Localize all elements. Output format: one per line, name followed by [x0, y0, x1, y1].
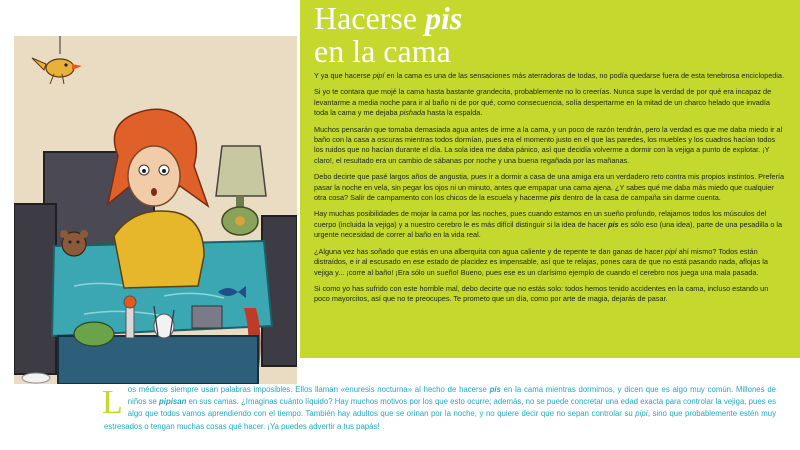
text-segment: pipí — [664, 246, 677, 256]
page-title — [314, 2, 462, 68]
text-segment: en la cama es una de las sensaciones más aterradoras de todas, no podía quedarse fuera de esta tenebrosa enciclopedia. — [384, 71, 785, 80]
text-segment: Hay muchas posibilidades de mojar la cama por las noches, pues cuando estamos en un sueño profundo, relajamos todos los músculos del cuerpo (incluida la vejiga) y a nuestro cerebro le es más difícil distinguir si la idea de hacer — [314, 209, 767, 229]
article-panel — [300, 0, 800, 358]
text-segment: pipisan — [159, 397, 187, 407]
text-segment: pipí — [372, 71, 385, 80]
text-segment: os médicos siempre usan palabras imposibles. Ellos llaman «enuresis nocturna» al hecho de hacerse — [127, 385, 490, 394]
text-segment: dentro de la casa de campaña sin darme cuenta. — [560, 193, 721, 203]
article-paragraph — [314, 209, 786, 240]
article-paragraph — [314, 284, 786, 305]
lamp-icon — [216, 146, 266, 235]
sidebar-body — [104, 385, 776, 431]
text-segment: ¿Alguna vez has soñado que estás en una alberquita con agua caliente y de repente te dan ganas de hacer — [314, 246, 665, 256]
text-segment: Si yo te contara que mojé la cama hasta bastante grandecita, probablemente no lo creerías. Nunca supe la verdad de por qué era incapaz de levantarme a media noche para ir al baño ni de por qué, como consecuencia, solía despertarme en la mitad de un charco helado que invadía toda la cama y me dejaba — [314, 87, 772, 118]
text-segment: en la cama mientras dormimos, y dicen que es algo muy común. Millones de niños se — [127, 385, 776, 407]
text-segment: pipí — [635, 409, 648, 419]
text-segment: Muchos pensarán que tomaba demasiada agua antes de irme a la cama, y un poco de razón tendrán, pero la verdad es que me daba miedo ir al baño con la casa a oscuras mientras todos dormían, pues era el momento justo en el que las paredes, los muebles y los cuadros hacían todos los ruidos que no hacían durante el día. La sola idea me daba pánico, así que decidía volverme a dormir con la vejiga a punto de explotar. ¡Y claro!, el resultado era un cambio de sábanas por noche y una buena regañada por las mañanas. — [314, 124, 783, 165]
text-segment: Si como yo has sufrido con este horrible mal, debo decirte que no estás solo: todos hemos tenido accidentes en la cama, incluso estando un poco mayorcitos, así que no te preocupes. Te prometo que un día, como por arte de magia, dejarás de pasar. — [314, 283, 769, 304]
slipper-icon — [22, 373, 50, 383]
text-segment: pis — [608, 219, 619, 229]
text-segment: ahí mismo? Todos están distraídos, e ir al escusado en ese estado de placidez es impensable, así que te relajas, pones cara de que no está pasando nada, aflojas la vejiga y... ¡corre al baño! ¡Era sólo un sueño! Bueno, pues ese es un clarísimo ejemplo de cuando el cerebro nos juega una mala pasada. — [314, 246, 768, 277]
article-paragraph — [314, 172, 786, 203]
bedwetting-illustration — [14, 36, 297, 384]
text-segment: es sólo eso (una idea), parte de una pesadilla o la urgente necesidad de correr al baño en la vida real. — [314, 219, 783, 240]
title-line-2: en la cama — [314, 33, 451, 69]
text-segment: pis — [489, 385, 501, 394]
text-segment: , sino que probablemente estén muy estresados o tengan muchas cosas qué hacer. ¡Ya puedes advertir a tus papás! — [104, 409, 776, 431]
text-segment: en sus camas. ¿Imaginas cuánto líquido? Hay muchos motivos por los que esto ocurre; además, no se puede concretar una edad exacta para controlar la vejiga, pues es algo que todos vamos aprendiendo con el tiempo. También hay adultos que se orinan por la noche, y no quiere decir que no sepan controlar su — [127, 397, 776, 419]
text-segment: Debo decirte que pasé largos años de angustia, pues ir a dormir a casa de una amiga era un verdadero reto contra mis propios instintos. Prefería pasar la noche en vela, sin pegar los ojos ni un minuto, antes que empapar una cama ajena. ¿Y sabes qué me daba más miedo que cualquier otra cosa? Salir de campamento con los chicos de la escuela y hacerme — [314, 172, 785, 203]
article-paragraph — [314, 71, 786, 81]
sidebar-note — [104, 384, 776, 433]
text-segment: Y ya que hacerse — [314, 71, 373, 80]
text-segment: pishada — [399, 108, 426, 118]
drop-cap: L — [102, 384, 123, 421]
title-text: Hacerse — [314, 0, 426, 36]
text-segment: pis — [550, 193, 561, 203]
article-paragraph — [314, 247, 786, 278]
title-line-1 — [314, 2, 462, 35]
text-segment: hasta la espalda. — [425, 108, 483, 118]
title-emphasis: pis — [425, 0, 463, 36]
article-body — [314, 71, 786, 311]
article-paragraph — [314, 125, 786, 167]
article-paragraph — [314, 87, 786, 118]
